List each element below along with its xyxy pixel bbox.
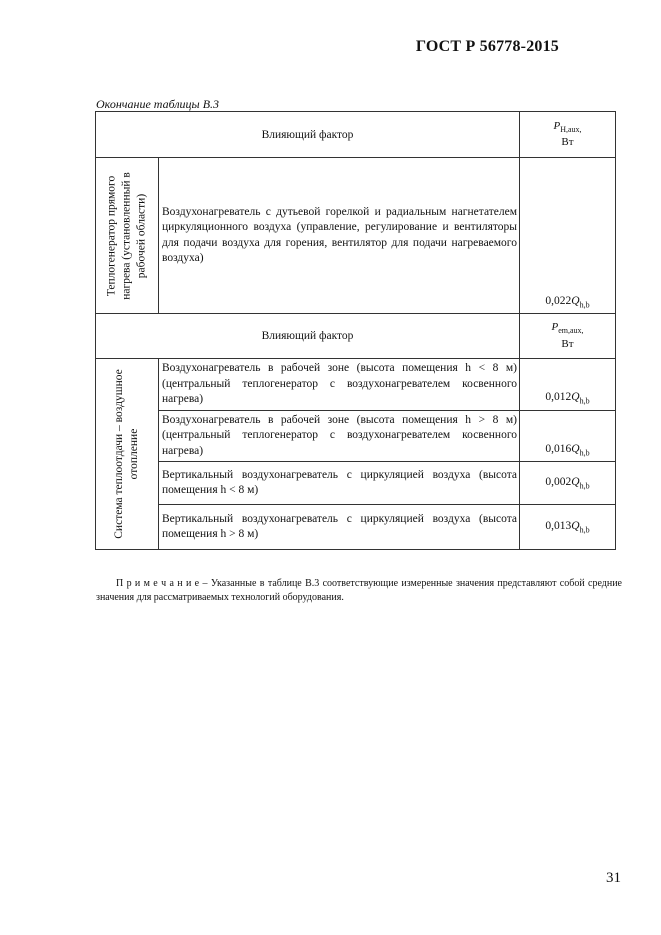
table-caption: Окончание таблицы В.3 xyxy=(96,97,220,111)
header-factor-cell xyxy=(96,314,520,359)
row-description: Воздухонагреватель в рабочей зоне (высота помещения h > 8 м) (центральный теплогенератор с воздухонагревателем косвенного нагрева) xyxy=(159,410,520,462)
row-description: Вертикальный воздухонагреватель с циркуляцией воздуха (высота помещения h > 8 м) xyxy=(159,505,520,550)
group-label-cell xyxy=(96,158,159,314)
row-value: $0,002Q_{h,b}$ xyxy=(520,462,616,505)
table-row xyxy=(96,462,616,505)
row-description: Вертикальный воздухонагреватель с циркуляцией воздуха (высота помещения h < 8 м) xyxy=(159,462,520,505)
table-row xyxy=(96,410,616,462)
group-label: Система теплоотдачи – воздушное отопление xyxy=(113,369,140,539)
param-unit: Вт xyxy=(561,337,574,350)
param-subscript: em,aux, xyxy=(558,326,584,336)
page-number: 31 xyxy=(606,870,621,886)
header-param-cell xyxy=(520,314,616,359)
table-header-row xyxy=(96,314,616,359)
param-subscript: H,aux, xyxy=(560,125,582,135)
header-factor-label: Влияющий фактор xyxy=(261,330,354,342)
group-label-cell xyxy=(96,359,159,550)
row-value: $0,013Q_{h,b}$ xyxy=(520,505,616,550)
row-value: $0,012Q_{h,b}$ xyxy=(520,359,616,411)
table-row xyxy=(96,505,616,550)
table-header-row xyxy=(96,112,616,158)
row-description: Воздухонагреватель в рабочей зоне (высота помещения h < 8 м) (центральный теплогенератор с воздухонагревателем косвенного нагрева) xyxy=(159,359,520,411)
group-label: Теплогенератор прямого нагрева (установленный в рабочей области) xyxy=(105,171,148,300)
note-label: П р и м е ч а н и е xyxy=(116,578,200,589)
param-unit: Вт xyxy=(561,136,574,149)
param-symbol: P xyxy=(551,321,559,334)
document-id: ГОСТ Р 56778-2015 xyxy=(415,38,559,55)
factor-table xyxy=(95,111,616,550)
row-value: $0,016Q_{h,b}$ xyxy=(520,410,616,462)
header-factor-label: Влияющий фактор xyxy=(261,128,354,141)
table-note xyxy=(96,577,622,605)
table-row xyxy=(96,158,616,314)
row-description: Воздухонагреватель с дутьевой горелкой и радиальным нагнетателем циркуляционного воздуха (управление, регулирование и вентиляторы для подачи воздуха для горения, вентилятор для подачи нагреваемого воздуха) xyxy=(159,158,520,314)
row-value: $0,022Q_{h,b}$ xyxy=(520,158,616,314)
note-text: – Указанные в таблице В.3 соответствующие измеренные значения представляют собой средние значения для рассматриваемых технологий оборудования. xyxy=(96,578,622,603)
header-factor-cell xyxy=(96,112,520,158)
param-symbol: P xyxy=(553,119,561,132)
table-row xyxy=(96,359,616,411)
header-param-cell xyxy=(520,112,616,158)
